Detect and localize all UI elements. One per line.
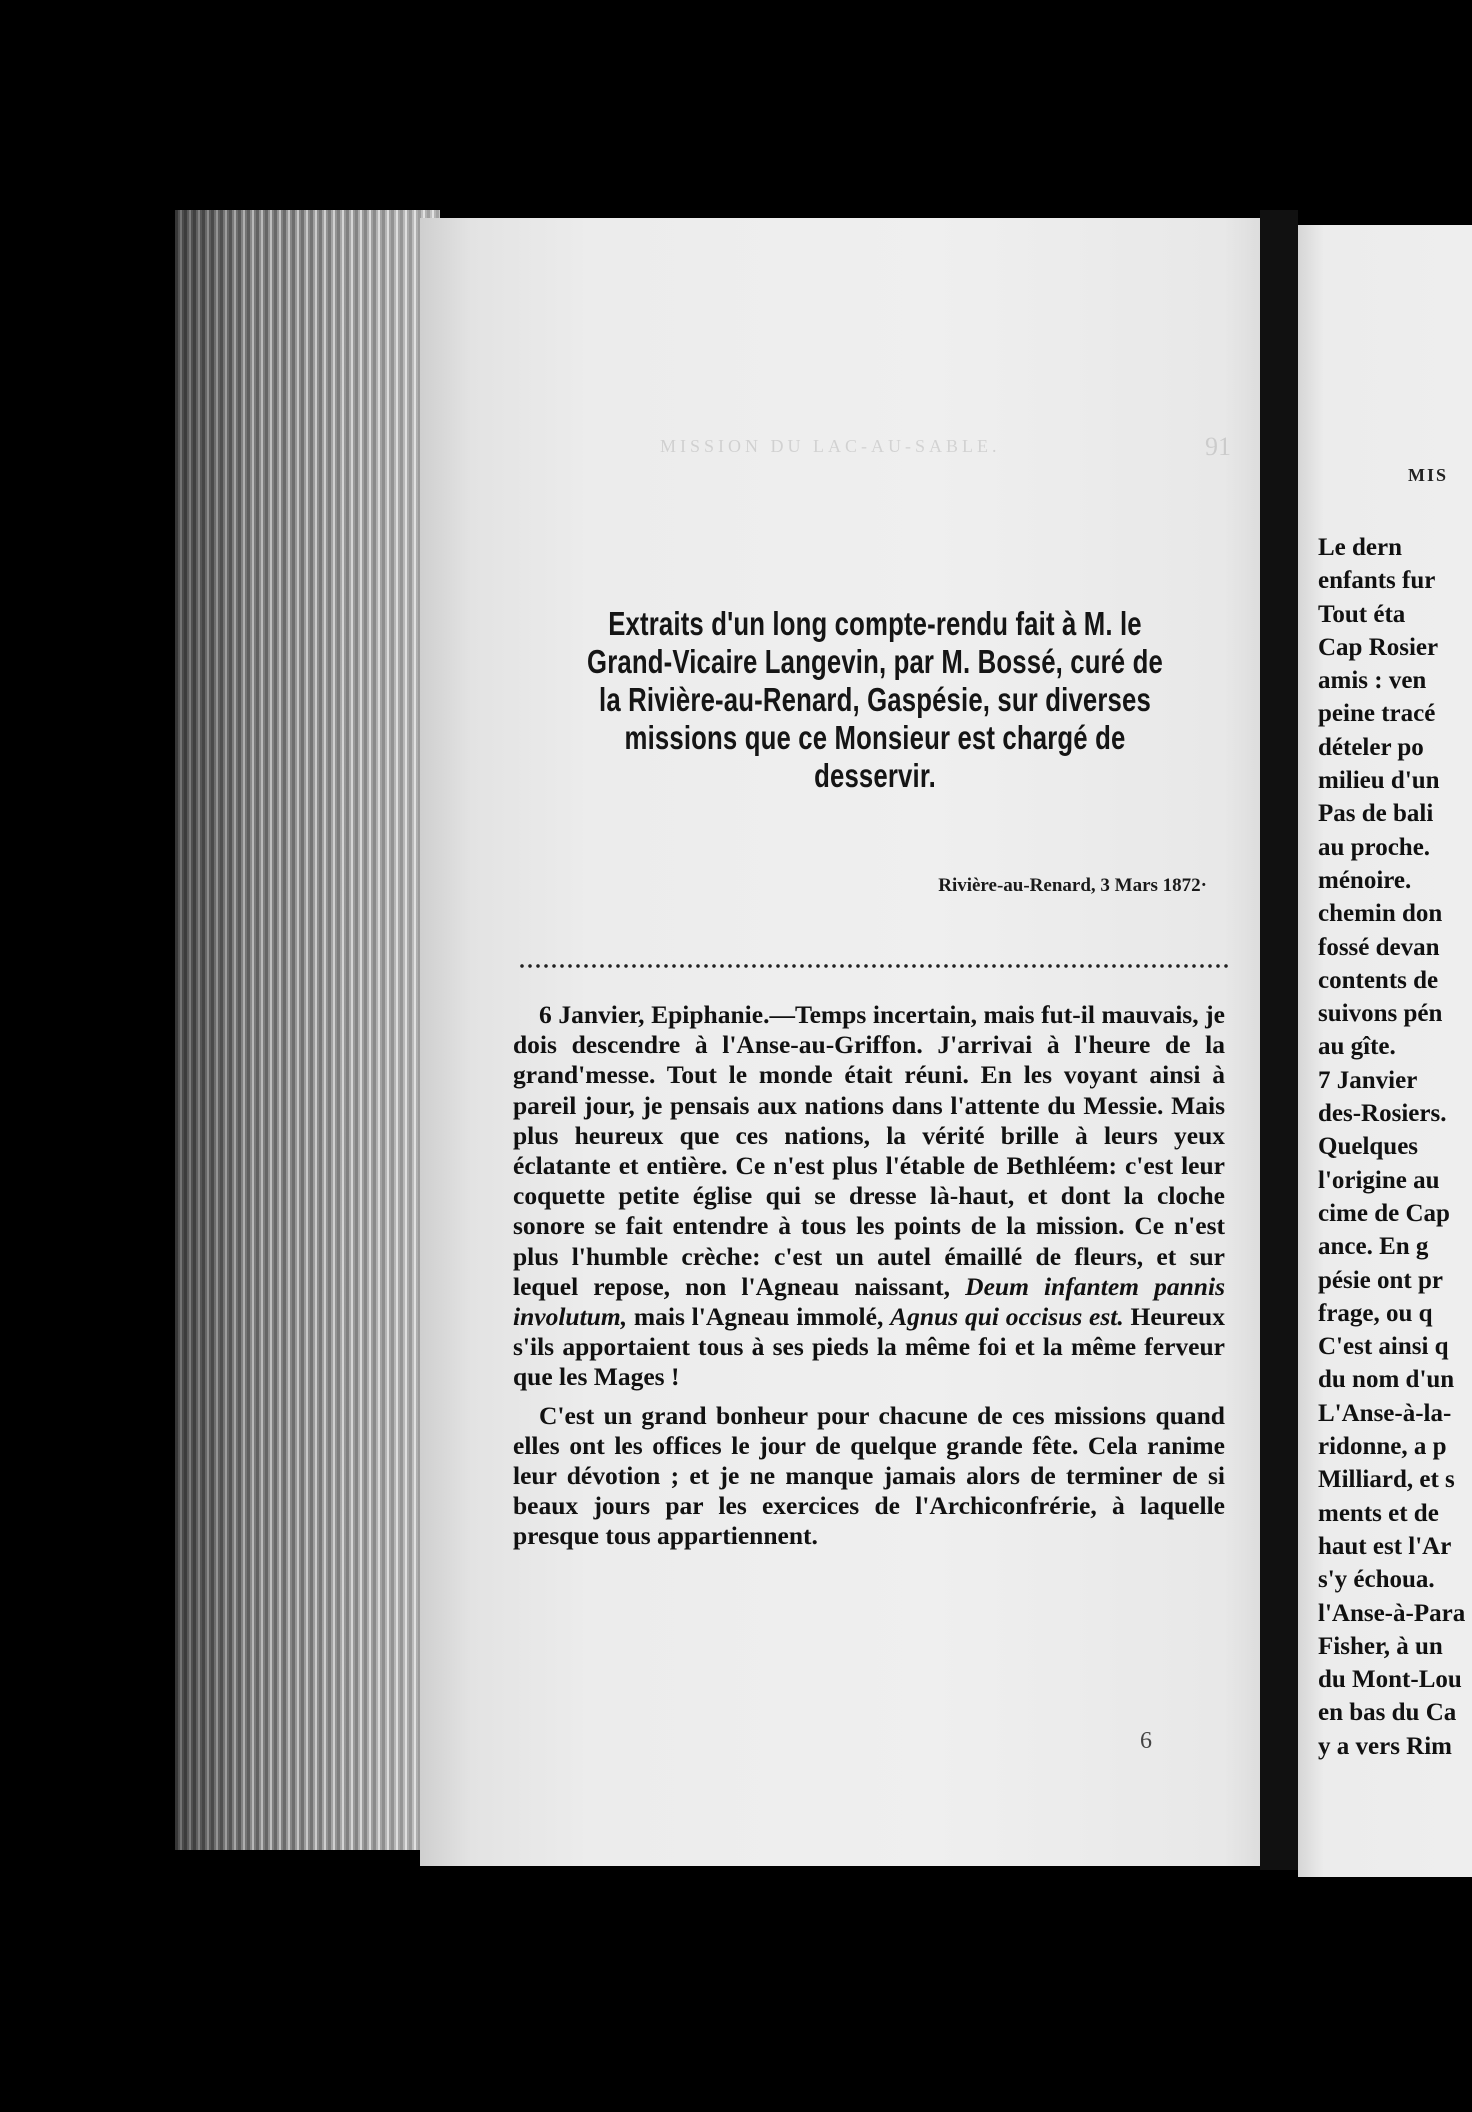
right-page	[1298, 225, 1472, 1877]
book-page-edges	[175, 210, 440, 1850]
right-page-line: Pas de bali	[1318, 800, 1434, 828]
right-page-line: L'Anse-à-la-	[1318, 1399, 1452, 1427]
right-page-line: y a vers Rim	[1318, 1732, 1452, 1760]
right-page-text	[1318, 531, 1472, 1763]
right-page-line: des-Rosiers.	[1318, 1100, 1447, 1128]
right-page-line: dételer po	[1318, 733, 1424, 761]
right-page-line: Tout éta	[1318, 600, 1406, 628]
latin-quote-2: Agnus qui occisus est.	[890, 1302, 1124, 1332]
bleed-through-header: MISSION DU LAC-AU-SABLE.	[660, 436, 1001, 456]
right-page-line: ménoire.	[1318, 866, 1412, 894]
right-page-line: peine tracé	[1318, 700, 1436, 728]
right-page-line: haut est l'Ar	[1318, 1532, 1452, 1560]
paragraph-2-text: C'est un grand bonheur pour chacune de ces missions quand elles ont les offices le jour de quelque grande fête. Cela ranime leur dévotion ; et je ne manque jamais alors de terminer de si beaux jours par les exercices de l'Archiconfrérie, à laquelle presque tous appartiennent.	[513, 1400, 1225, 1551]
page-number: 6	[1140, 1728, 1152, 1754]
book-gutter	[1260, 210, 1298, 1870]
paragraph-1-text-b: mais l'Agneau immolé,	[627, 1302, 891, 1332]
right-page-line: au proche.	[1318, 833, 1431, 861]
right-page-line: s'y échoua.	[1318, 1566, 1435, 1594]
right-page-line: amis : ven	[1318, 667, 1427, 695]
paragraph-2	[513, 1401, 1225, 1552]
right-page-line: C'est ainsi q	[1318, 1333, 1449, 1361]
right-page-line: du Mont-Lou	[1318, 1666, 1462, 1694]
article-title: Extraits d'un long compte-rendu fait à M. le Grand-Vicaire Langevin, par M. Bossé, curé de la Rivière-au-Renard, Gaspésie, sur diverses missions que ce Monsieur est chargé de desservir.	[587, 605, 1163, 794]
right-page-line: fossé devan	[1318, 933, 1440, 961]
right-page-line: enfants fur	[1318, 567, 1436, 595]
right-page-line: cime de Cap	[1318, 1199, 1450, 1227]
paragraph-1	[513, 1000, 1225, 1393]
paragraph-1-text-c: Heureux s'ils apportaient tous à ses pieds la même foi et la même ferveur que les Mages !	[513, 1302, 1225, 1392]
right-page-line: suivons pén	[1318, 1000, 1443, 1028]
right-page-line: chemin don	[1318, 900, 1443, 928]
bleed-through-page-number: 91	[1205, 432, 1231, 461]
right-page-line: Fisher, à un	[1318, 1632, 1443, 1660]
dotted-separator	[518, 960, 1228, 972]
right-page-line: Milliard, et s	[1318, 1466, 1455, 1494]
right-page-header: MIS	[1408, 465, 1449, 485]
right-page-line: du nom d'un	[1318, 1366, 1455, 1394]
right-page-line: milieu d'un	[1318, 767, 1440, 795]
right-page-line: l'origine au	[1318, 1166, 1440, 1194]
right-page-line: l'Anse-à-Para	[1318, 1599, 1466, 1627]
right-page-line: Cap Rosier	[1318, 633, 1439, 661]
right-page-line: ance. En g	[1318, 1233, 1429, 1261]
latin-quote-1: Deum infantem pannis involutum,	[513, 1271, 1225, 1332]
right-page-line: ridonne, a p	[1318, 1433, 1447, 1461]
right-page-line: Le dern	[1318, 534, 1403, 561]
right-page-line: contents de	[1318, 966, 1439, 994]
right-page-line: 7 Janvier	[1318, 1066, 1418, 1094]
article-body	[513, 1000, 1225, 1552]
dateline: Rivière-au-Renard, 3 Mars 1872·	[938, 875, 1207, 896]
right-page-line: pésie ont pr	[1318, 1266, 1443, 1294]
right-page-line: ments et de	[1318, 1499, 1439, 1527]
right-page-line: au gîte.	[1318, 1033, 1396, 1061]
right-page-line: en bas du Ca	[1318, 1699, 1457, 1727]
right-page-line: frage, ou q	[1318, 1299, 1433, 1327]
paragraph-1-text-a: 6 Janvier, Epiphanie.—Temps incertain, mais fut-il mauvais, je dois descendre à l'Anse-au-Griffon. J'arrivai à l'heure de la grand'messe. Tout le monde était réuni. En les voyant ainsi à pareil jour, je pensais aux nations dans l'attente du Messie. Mais plus heureux que ces nations, la vérité brille à leurs yeux éclatante et entière. Ce n'est plus l'étable de Bethléem: c'est leur coquette petite église qui se dresse là-haut, et dont la cloche sonore se fait entendre à tous les points de la mission. Ce n'est plus l'humble crèche: c'est un autel émaillé de fleurs, et sur lequel repose, non l'Agneau naissant,	[513, 1000, 1225, 1301]
right-page-line: Quelques	[1318, 1133, 1419, 1161]
